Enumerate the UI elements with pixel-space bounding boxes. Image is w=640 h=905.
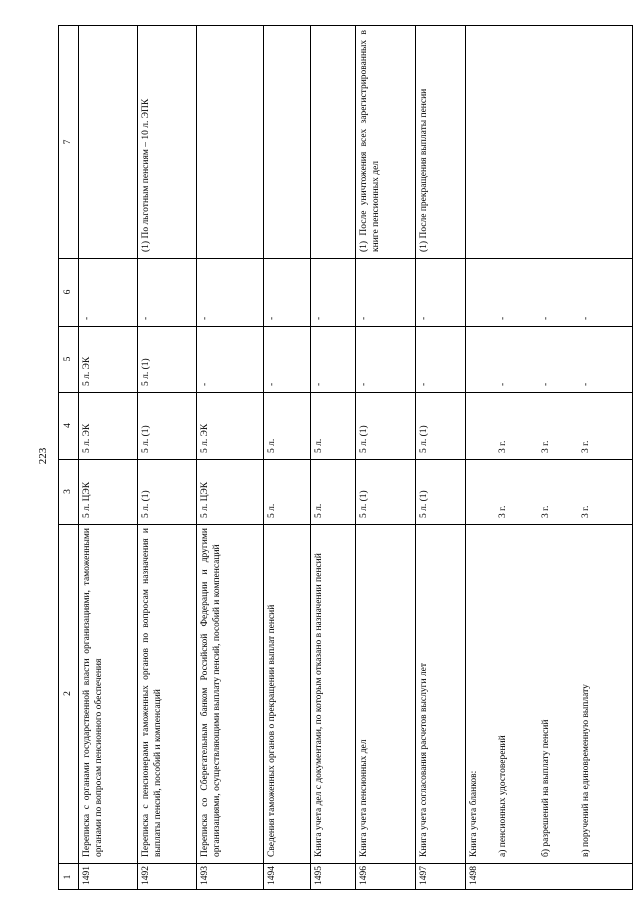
row-col-4 xyxy=(263,392,310,459)
row-col-3 xyxy=(196,459,263,524)
sub-item-col-5-text: - xyxy=(541,382,551,386)
row-col-6-text: - xyxy=(267,316,277,320)
row-col-5 xyxy=(196,326,263,392)
row-col-6-text: - xyxy=(314,316,324,320)
row-col-5 xyxy=(310,326,355,392)
sub-item-col-4 xyxy=(580,392,610,459)
row-number-text: 1496 xyxy=(359,866,369,885)
row-col-3-text: 5 л. xyxy=(314,503,324,518)
row-col-3-text: 5 л. (1) xyxy=(359,490,369,518)
row-col-4 xyxy=(137,392,196,459)
row-col-4-text: 5 л. (1) xyxy=(419,425,429,453)
row-number xyxy=(78,863,137,891)
sub-item-col-5 xyxy=(497,326,527,392)
row-col-4 xyxy=(310,392,355,459)
row-number xyxy=(263,863,310,891)
row-col-6-text: - xyxy=(200,316,210,320)
sub-item-col-5 xyxy=(540,326,570,392)
row-title xyxy=(355,524,415,863)
row-title-text: Переписка со Сберегательным банком Российской Федерации и другими организациями, осуществляющими выплату пенсий, пособий и компенсаций xyxy=(200,528,223,857)
row-col-7-text xyxy=(310,26,355,258)
row-col-7-text xyxy=(263,26,310,258)
column-header-2-text: 2 xyxy=(63,691,73,696)
row-col-3 xyxy=(310,459,355,524)
sub-item-col-4-text: 3 г. xyxy=(498,440,508,453)
column-header-7 xyxy=(59,26,78,258)
sub-item-col-6 xyxy=(540,258,570,326)
column-header-4-text: 4 xyxy=(63,423,73,428)
row-col-6 xyxy=(310,258,355,326)
row-title xyxy=(263,524,310,863)
row-number xyxy=(310,863,355,891)
row-title-text: Книга учета бланков: xyxy=(469,770,479,857)
sub-item-col-4 xyxy=(497,392,527,459)
page-number-text: 223 xyxy=(37,447,49,465)
row-col-4-text: 5 л. ЭК xyxy=(82,423,92,453)
sub-item-label-text: а) пенсионных удостоверений xyxy=(498,735,508,857)
sub-item-col-6-text: - xyxy=(581,316,591,320)
row-col-6-text: - xyxy=(419,316,429,320)
column-header-2 xyxy=(59,524,78,863)
row-col-5-text: - xyxy=(359,382,369,386)
column-header-1-text: 1 xyxy=(63,874,73,880)
row-col-5-text: 5 л. (1) xyxy=(141,358,151,386)
row-title-text: Книга учета дел с документами, по которым отказано в назначении пенсий xyxy=(314,553,324,857)
row-number xyxy=(465,863,634,891)
sub-item-col-6-text: - xyxy=(541,316,551,320)
row-col-7 xyxy=(415,26,465,258)
row-col-6-text: - xyxy=(82,316,92,320)
column-header-5 xyxy=(59,326,78,392)
row-col-5 xyxy=(415,326,465,392)
row-title xyxy=(415,524,465,863)
row-number-text: 1492 xyxy=(141,866,151,885)
row-number-text: 1493 xyxy=(200,866,210,885)
sub-item-col-5-text: - xyxy=(498,382,508,386)
row-number xyxy=(355,863,415,891)
column-header-3-text: 3 xyxy=(63,489,73,494)
column-header-6 xyxy=(59,258,78,326)
sub-item-col-5-text: - xyxy=(581,382,591,386)
row-col-5 xyxy=(78,326,137,392)
row-col-7-text xyxy=(196,26,263,258)
row-col-7-text xyxy=(78,26,137,258)
column-header-4 xyxy=(59,392,78,459)
row-col-6 xyxy=(137,258,196,326)
row-col-7 xyxy=(263,26,310,258)
row-col-5 xyxy=(137,326,196,392)
row-col-7 xyxy=(310,26,355,258)
sub-item-col-3 xyxy=(540,459,570,524)
row-col-3 xyxy=(137,459,196,524)
row-col-6 xyxy=(263,258,310,326)
row-col-3-text: 5 л. xyxy=(267,503,277,518)
sub-item-label-text: б) разрешений на выплату пенсий xyxy=(541,719,551,857)
sub-item-col-4-text: 3 г. xyxy=(581,440,591,453)
row-title xyxy=(465,524,487,863)
column-header-3 xyxy=(59,459,78,524)
column-header-1 xyxy=(59,863,78,891)
sub-item-label xyxy=(580,524,610,863)
row-col-6-text: - xyxy=(141,316,151,320)
row-col-4-text: 5 л. xyxy=(314,438,324,453)
sub-item-col-6 xyxy=(497,258,527,326)
sub-item-label xyxy=(497,524,527,863)
row-col-4-text: 5 л. xyxy=(267,438,277,453)
row-col-6 xyxy=(196,258,263,326)
row-number-text: 1491 xyxy=(82,866,92,885)
row-col-3-text: 5 л. (1) xyxy=(141,490,151,518)
row-title xyxy=(310,524,355,863)
sub-item-col-4 xyxy=(540,392,570,459)
row-col-3-text: 5 л. ЦЭК xyxy=(82,481,92,518)
row-col-3-text: 5 л. ЦЭК xyxy=(200,481,210,518)
row-col-4 xyxy=(415,392,465,459)
row-col-7 xyxy=(137,26,196,258)
row-title-text: Переписка с пенсионерами таможенных органов по вопросам назначения и выплаты пенсий, пособий и компенсаций xyxy=(141,528,164,857)
row-col-4 xyxy=(196,392,263,459)
row-title xyxy=(196,524,263,863)
row-col-5-text: - xyxy=(419,382,429,386)
row-col-7-text: (1) После уничтожения всех зарегистрированных в книге пенсионных дел xyxy=(359,30,382,252)
row-col-6 xyxy=(355,258,415,326)
column-header-5-text: 5 xyxy=(63,356,73,362)
row-col-5 xyxy=(263,326,310,392)
row-col-3 xyxy=(355,459,415,524)
row-col-5 xyxy=(355,326,415,392)
row-title-text: Переписка с органами государственной власти организациями, таможенными органами по вопросам пенсионного обеспечения xyxy=(82,528,105,857)
row-col-4-text: 5 л. (1) xyxy=(359,425,369,453)
row-col-5-text: - xyxy=(200,382,210,386)
sub-item-col-6-text: - xyxy=(498,316,508,320)
row-col-3 xyxy=(415,459,465,524)
row-number-text: 1498 xyxy=(469,866,479,885)
row-col-3-text: 5 л. (1) xyxy=(419,490,429,518)
column-header-7-text: 7 xyxy=(63,139,73,145)
row-col-7 xyxy=(78,26,137,258)
row-col-5-text: 5 л. ЭК xyxy=(82,356,92,386)
row-col-5-text: - xyxy=(267,382,277,386)
sub-item-col-6 xyxy=(580,258,610,326)
sub-item-label xyxy=(540,524,570,863)
sub-item-col-3-text: 3 г. xyxy=(498,505,508,518)
row-col-6 xyxy=(415,258,465,326)
row-col-7-text: (1) По льготным пенсиям – 10 л. ЭПК xyxy=(141,98,151,252)
row-title xyxy=(137,524,196,863)
row-number-text: 1495 xyxy=(314,866,324,885)
sub-item-label-text: в) поручений на единовременную выплату xyxy=(581,684,591,857)
row-col-3 xyxy=(78,459,137,524)
row-title-text: Книга учета согласования расчетов выслуги лет xyxy=(419,662,429,857)
column-header-6-text: 6 xyxy=(63,289,73,295)
sub-item-col-4-text: 3 г. xyxy=(541,440,551,453)
row-col-4 xyxy=(355,392,415,459)
row-col-6-text: - xyxy=(359,316,369,320)
document-table xyxy=(58,25,633,890)
row-col-3 xyxy=(263,459,310,524)
sub-item-col-5 xyxy=(580,326,610,392)
row-col-4 xyxy=(78,392,137,459)
row-title-text: Книга учета пенсионных дел xyxy=(359,739,369,857)
row-number xyxy=(196,863,263,891)
sub-item-col-3-text: 3 г. xyxy=(581,505,591,518)
page-number xyxy=(36,441,50,471)
row-title-text: Сведения таможенных органов о прекращении выплат пенсий xyxy=(267,604,277,857)
sub-item-col-3-text: 3 г. xyxy=(541,505,551,518)
row-col-5-text: - xyxy=(314,382,324,386)
row-number xyxy=(137,863,196,891)
row-col-7 xyxy=(196,26,263,258)
row-col-4-text: 5 л. (1) xyxy=(141,425,151,453)
row-title xyxy=(78,524,137,863)
row-number xyxy=(415,863,465,891)
row-col-7-text: (1) После прекращения выплаты пенсии xyxy=(419,88,429,252)
sub-item-col-3 xyxy=(580,459,610,524)
row-col-4-text: 5 л. ЭК xyxy=(200,423,210,453)
row-number-text: 1497 xyxy=(419,866,429,885)
sub-item-col-3 xyxy=(497,459,527,524)
row-number-text: 1494 xyxy=(267,866,277,885)
row-col-6 xyxy=(78,258,137,326)
row-col-7 xyxy=(355,26,415,258)
